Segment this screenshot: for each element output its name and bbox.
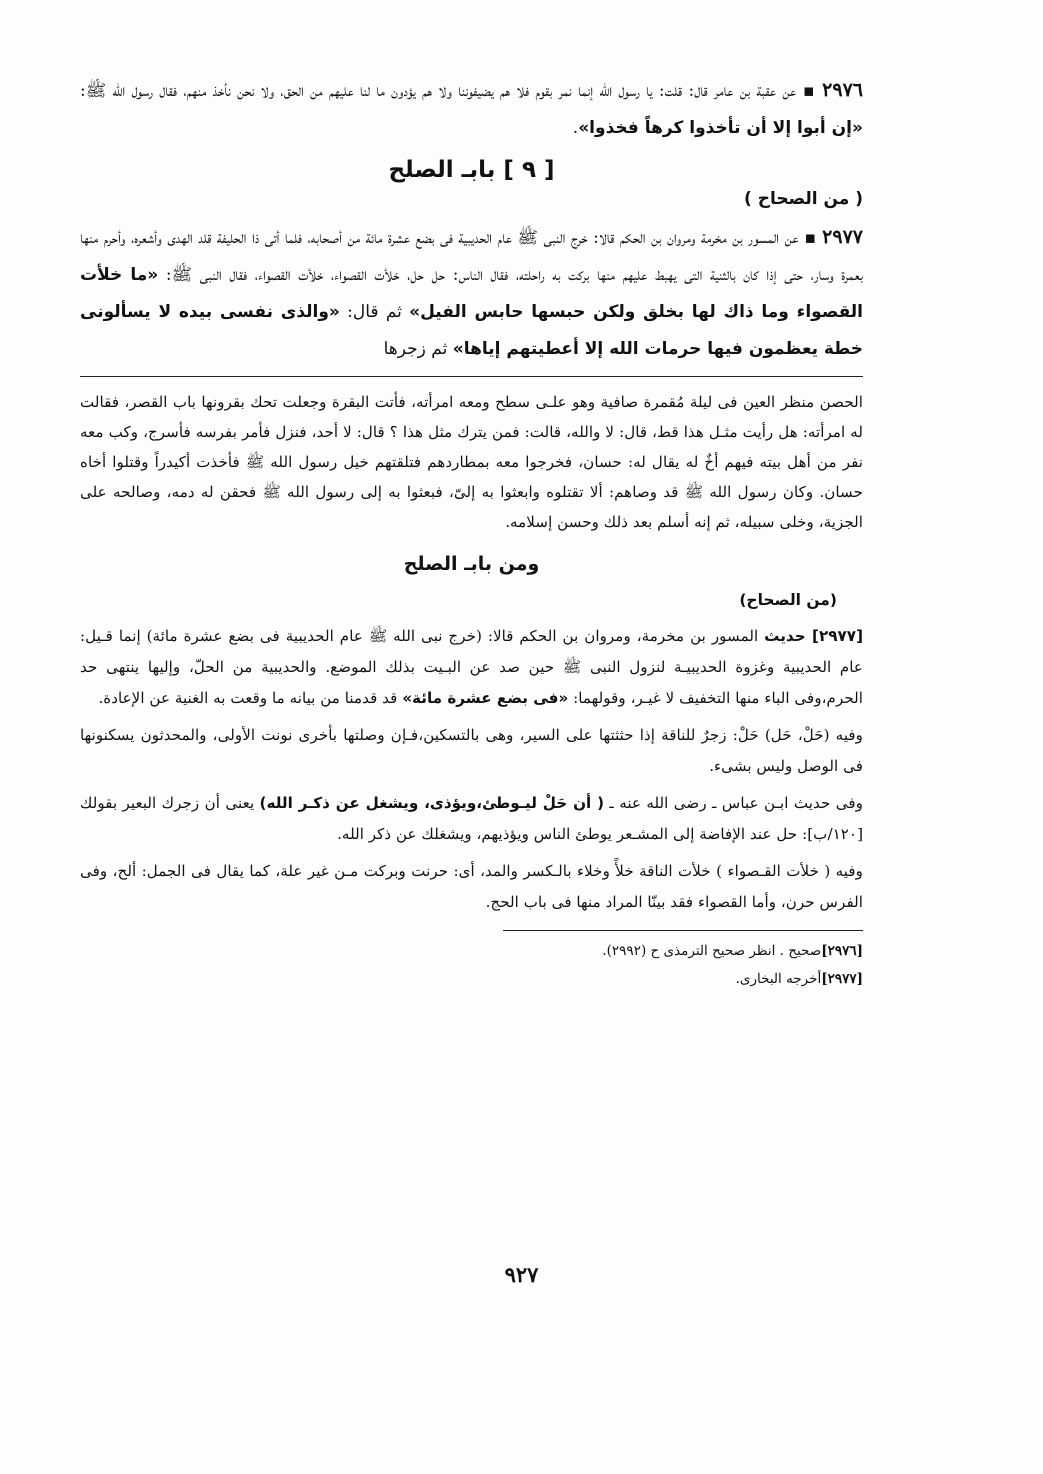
paragraph-text: وفيه ( خلأت القـصواء ) خلأت الناقة خلأً وخلاء بالـكسر والمد، أى: حرنت وبركت مـن غير علة، كما يقال فى الجمل: ألح، وفى الفرس حرن، وأما القصواء فقد بينّا المراد منها فى باب الحج. — [80, 862, 863, 911]
hadith-reference: [٢٩٧٧] حديث — [764, 627, 864, 645]
paragraph-text: قد قدمنا من بيانه ما وقعت به الغنية عن الإعادة. — [98, 689, 398, 707]
footnote — [80, 937, 863, 965]
hadith-2977 — [80, 219, 863, 368]
commentary-paragraph — [80, 720, 863, 782]
commentary-chapter-title: ومن بابـ الصلح — [403, 553, 540, 575]
paragraph-text: يعنى أن زجرك البعير بقولك [١٢٠/ب]: حل عند الإفاضة إلى المشـعر يوطئ الناس ويؤذيهم، ويشغلك عن ذكر الله. — [80, 794, 863, 843]
footnote — [80, 965, 863, 993]
footnote-ref: [٢٩٧٦] — [821, 943, 863, 959]
section-label: ( من الصحاح ) — [744, 189, 863, 209]
hadith-quote: «ما خلأت القصواء وما ذاك لها بخلق ولكن حبسها حابس الفيل» — [80, 265, 864, 322]
footnotes — [80, 937, 863, 993]
footnote-divider — [503, 930, 863, 931]
chapter-title: [ ٩ ] بابـ الصلح — [388, 157, 555, 183]
commentary-section-label: (من الصحاح) — [739, 591, 837, 609]
hadith-2976 — [80, 72, 863, 147]
hadith-text: ثم زجرها — [383, 339, 448, 359]
hadith-number: ٢٩٧٧ — [822, 226, 863, 248]
commentary-paragraph — [80, 856, 863, 918]
footnote-ref: [٢٩٧٧] — [821, 971, 863, 987]
quoted-phrase: «فى بضع عشرة مائة» — [402, 689, 569, 707]
hadith-text: ثم قال: — [347, 302, 402, 322]
footnote-text: صحيح . انظر صحيح الترمذى ح (٢٩٩٢). — [602, 943, 822, 959]
paragraph-text: وفى حديث ابـن عباس ـ رضى الله عنه ـ — [609, 794, 863, 812]
footnote-text: أخرجه البخارى. — [735, 971, 822, 987]
hadith-text: عن عقبة بن عامر قال: قلت: يا رسول الله إنما نمر بقوم فلا هم يضيفوننا ولا هم يؤدون ما لنا عليهم من الحق، ولا نحن نأخذ منهم، فقال رسول الله ﷺ: — [80, 81, 797, 101]
hadith-end: . — [572, 118, 579, 138]
commentary-previous: الحصن منظر العين فى ليلة مُقمرة صافية وهو علـى سطح ومعه امرأته، فأتت البقرة وجعلت تحك بقرونها باب القصر، فقالت له امرأته: هل رأيت مثـل هذا قط، قال: لا والله، قالت: فمن يترك مثل هذا ؟ قال: لا أحد، فنزل فأمر بفرسه فأسرج، وكب معه نفر من أهل بيته فيهم أخٌ له يقال له: حسان، فخرجوا معه بمطاردهم فتلقتهم خيل رسول الله ﷺ فأخذت أكيدراً وقتلوا أخاه حسان. وكان رسول الله ﷺ قد وصاهم: ألا تقتلوه وابعثوا به إلىّ، فبعثوا به إلى رسول الله ﷺ فحقن له دمه، وصالحه على الجزية، وخلى سبيله، ثم إنه أسلم بعد ذلك وحسن إسلامه. — [80, 393, 864, 531]
commentary-paragraph — [80, 788, 863, 850]
hadith-text: عن المسور بن مخرمة ومروان بن الحكم قالا: خرج النبى ﷺ عام الحديبية فى بضع عشرة مائة من أصحابه، فلما أتى ذا الحليفة قلد الهدى وأشعره، وأحرم منها بعمرة وسار، حتى إذا كان بالثنية التى يهبط عليهم منها بركت به راحلته، فقال الناس: حل حل، خلأت القصواء، خلأت القصواء، فقال النبى ﷺ: — [80, 228, 864, 285]
bullet-mark: ▪ — [796, 81, 823, 101]
commentary-paragraph — [80, 621, 863, 714]
paragraph-text: المسور بن مخرمة، ومروان بن الحكم قالا: (خرج نبى الله ﷺ عام الحديبية فى بضع عشرة مائة) إنما قـيل: عام الحديبية وغزوة الحديبيـة لنزول النبى ﷺ حين صد عن البـيت بذلك الموضع. والحديبية من الحلّ، وإليها ينتهى حد الحرم،وفى الباء منها التخفيف لا غيـر، وقولهما: — [80, 627, 863, 707]
bullet-mark: ▪ — [798, 228, 823, 248]
divider — [80, 376, 863, 377]
paragraph-text: وفيه (حَلْ، حَل) حَلْ: زجرٌ للناقة إذا حثثتها على السير، وهى بالتسكين،فـإن وصلتها بأخرى نونت الأولى، والمحدثون يسكنونها فى الوصل وليس بشىء. — [80, 726, 863, 775]
page-number: ٩٢٧ — [504, 1262, 539, 1287]
hadith-quote: «والذى نفسى بيده لا يسألونى خطة يعظمون فيها حرمات الله إلا أعطيتهم إياها» — [80, 302, 863, 359]
hadith-quote: «إن أبوا إلا أن تأخذوا كرهاً فخذوا» — [578, 118, 863, 138]
quoted-phrase: ( أن حَلْ ليـوطئ،ويؤذى، ويشغل عن ذكـر الله) — [259, 794, 605, 812]
hadith-number: ٢٩٧٦ — [822, 79, 863, 101]
commentary-body — [80, 621, 863, 918]
